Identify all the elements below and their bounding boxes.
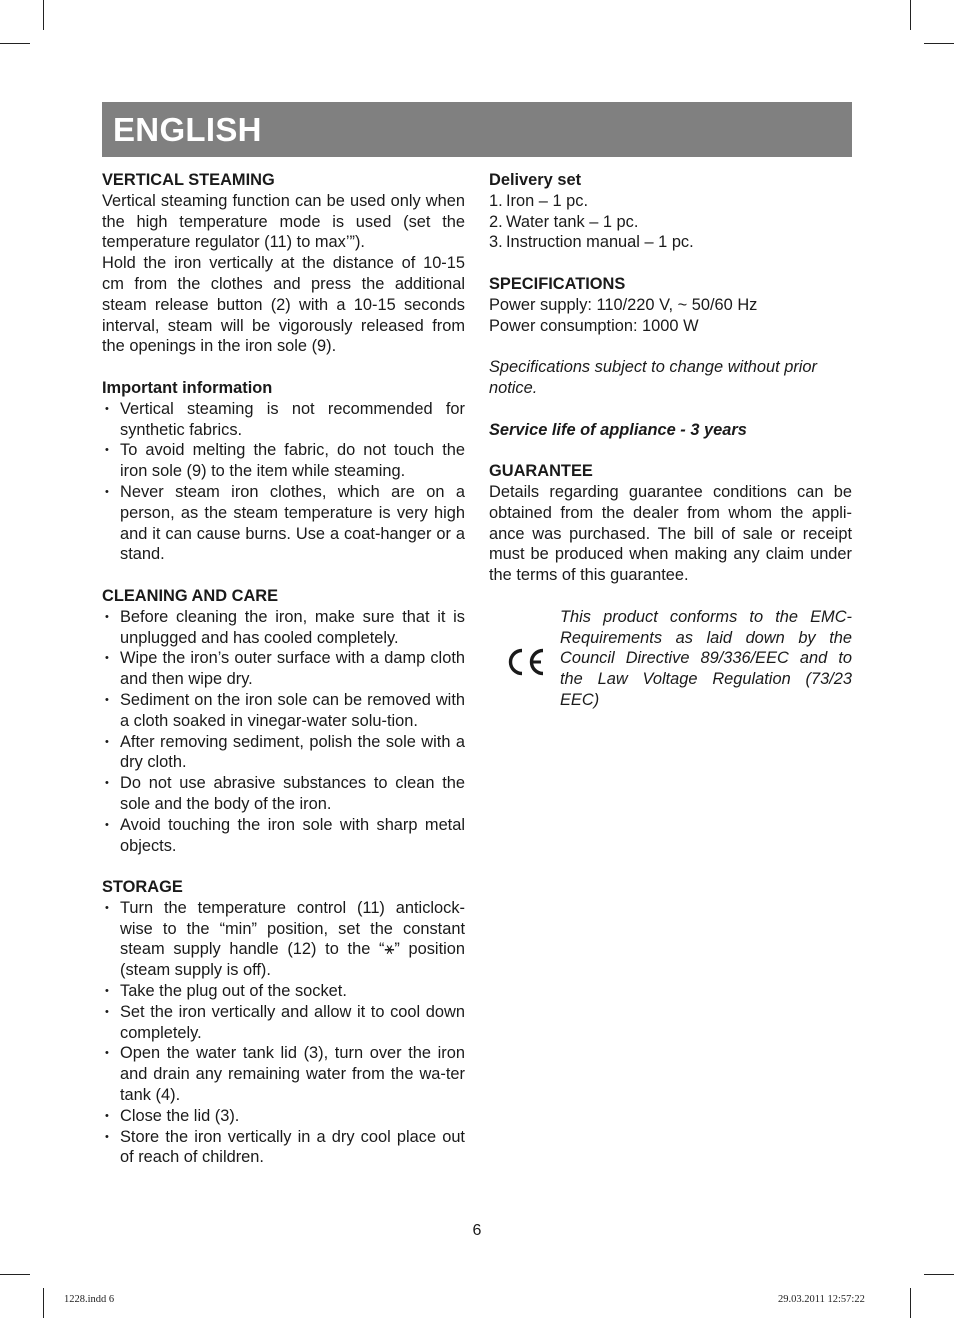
crop-mark [0,43,30,44]
list-item: 3. Instruction manual – 1 pc. [489,233,694,252]
section-cleaning-and-care [102,586,465,856]
section-heading: STORAGE [102,878,183,897]
list-item: • Wipe the iron’s outer surface with a damp cloth and then wipe dry. [102,648,465,690]
section-heading: VERTICAL STEAMING [102,171,275,189]
language-banner [102,102,852,157]
spec-note: Specifications subject to change without prior notice. [489,358,817,397]
section-heading: GUARANTEE [489,462,593,481]
list-item: • Store the iron vertically in a dry cool place out of reach of children. [102,1127,465,1169]
section-heading: Important information [102,378,273,397]
list-item: • To avoid melting the fabric, do not touch the iron sole (9) to the item while steaming. [102,440,465,482]
ce-mark-icon [505,647,547,683]
print-slug-date: 29.03.2011 12:57:22 [778,1294,865,1305]
list-item: • Set the iron vertically and allow it to cool down completely. [102,1002,465,1044]
section-important-information [102,378,465,565]
list-item: • Avoid touching the iron sole with sharp metal objects. [102,815,465,857]
page-number: 6 [472,1222,482,1239]
crop-mark [43,1288,44,1318]
right-column [489,170,852,717]
section-heading: CLEANING AND CARE [102,586,279,605]
crop-mark [924,1274,954,1275]
paragraph: Vertical steaming function can be used only when the high temperature mode is used (set the temperature regulator (11) to max’”). [102,191,465,252]
list-item: • Before cleaning the iron, make sure that it is unplugged and has cooled completely. [102,607,465,649]
crop-mark [910,1288,911,1318]
list-item: • Turn the temperature control (11) anticlock-wise to the “min” position, set the constant steam supply handle (12) to the “⚹” position (steam supply is off). [102,898,465,981]
left-column [102,170,465,1168]
section-vertical-steaming [102,170,465,357]
list-item: • Do not use abrasive substances to clean the sole and the body of the iron. [102,773,465,815]
crop-mark [43,0,44,30]
ce-text: This product conforms to the EMC-Requirements as laid down by the Council Directive 89/336/EEC and to the Law Voltage Regulation (73/23 EEC) [560,607,852,709]
guarantee-text: Details regarding guarantee conditions can be obtained from the dealer from whom the appli-ance was purchased. The bill of sale or receipt must be produced when making any claim under the terms of this guarantee. [489,482,852,585]
list-item: • Close the lid (3). [102,1106,465,1127]
list-item: • Vertical steaming is not recommended for synthetic fabrics. [102,399,465,441]
ce-compliance [489,607,852,717]
list-item: • Never steam iron clothes, which are on a person, as the steam temperature is very high and it can cause burns. Use a coat-hanger or a stand. [102,482,465,565]
service-life: Service life of appliance - 3 years [489,420,747,439]
list-item: • After removing sediment, polish the sole with a dry cloth. [102,732,465,774]
list-item: • Open the water tank lid (3), turn over the iron and drain any remaining water from the wa-ter tank (4). [102,1043,465,1105]
paragraph: Hold the iron vertically at the distance of 10-15 cm from the clothes and press the additional steam release button (2) with a 10-15 seconds interval, steam will be vigorously released from the openings in the iron sole (9). [102,254,465,356]
list-item: 1. Iron – 1 pc. [489,191,589,210]
list-item: 2. Water tank – 1 pc. [489,212,639,231]
page-title: ENGLISH [113,111,262,148]
section-heading: SPECIFICATIONS [489,274,626,293]
section-guarantee [489,461,852,586]
list-item: • Take the plug out of the socket. [102,981,465,1002]
spec-power-supply: Power supply: 110/220 V, ~ 50/60 Hz [489,295,758,314]
section-delivery-set [489,170,852,253]
section-specifications [489,274,852,440]
print-slug-file: 1228.indd 6 [64,1294,115,1305]
spec-power-consumption: Power consumption: 1000 W [489,316,699,335]
crop-mark [924,43,954,44]
crop-mark [0,1274,30,1275]
list-item: • Sediment on the iron sole can be removed with a cloth soaked in vinegar-water solu-tion. [102,690,465,732]
section-heading: Delivery set [489,171,582,189]
section-storage [102,877,465,1168]
crop-mark [910,0,911,30]
